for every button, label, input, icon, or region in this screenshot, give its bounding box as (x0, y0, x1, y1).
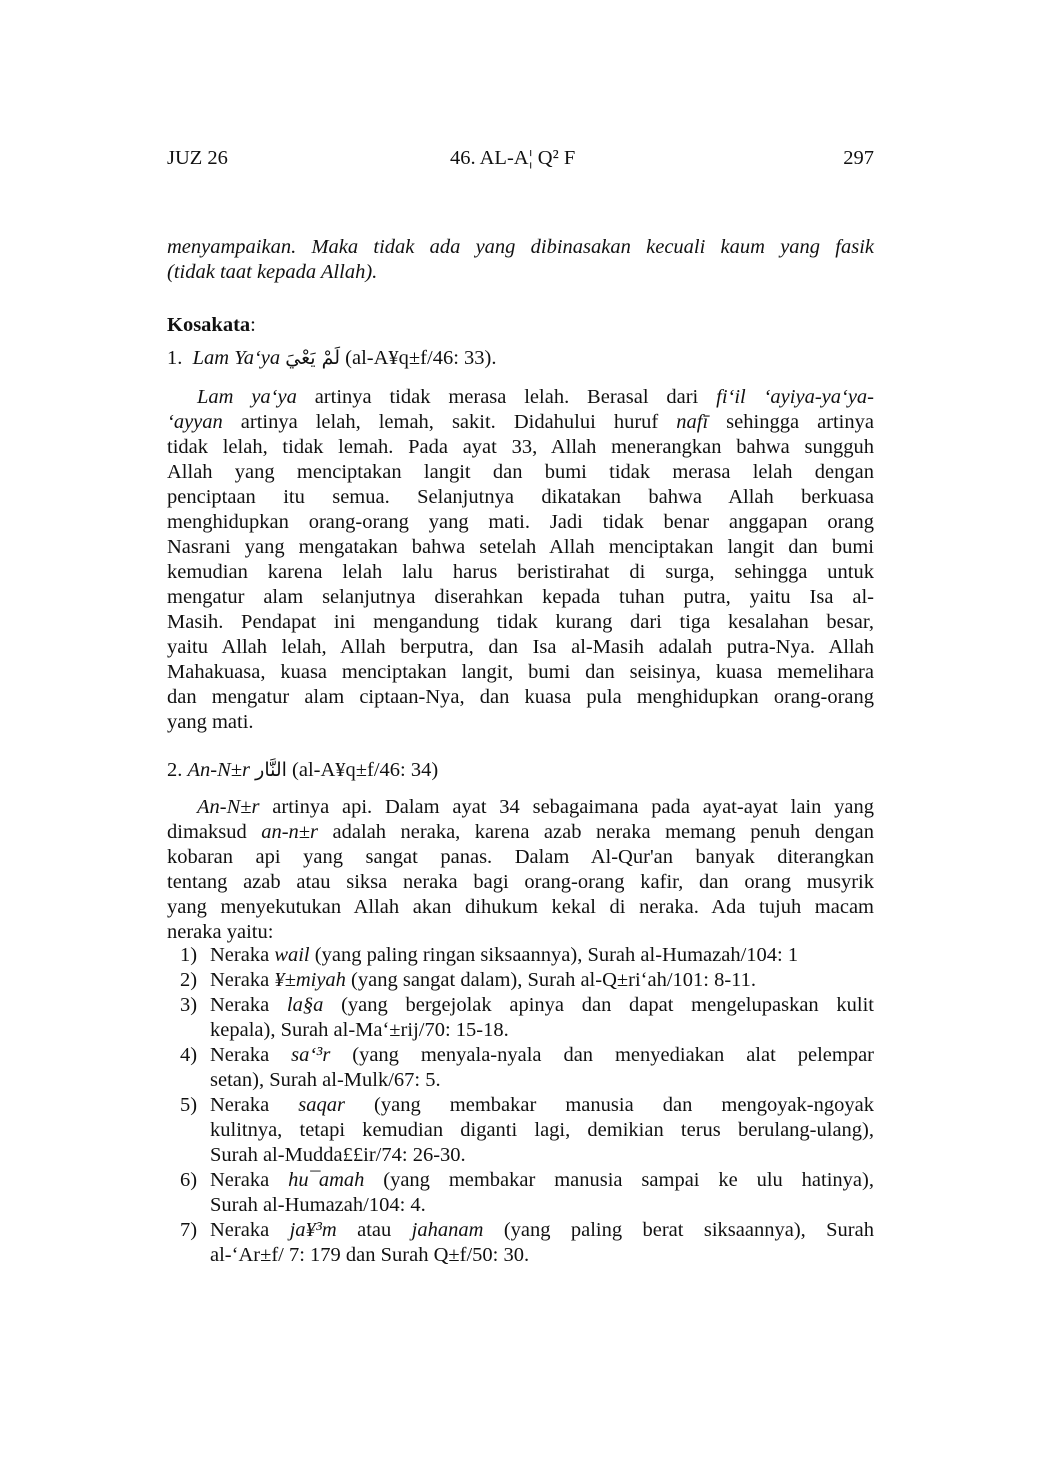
text-segment: (yang bergejolak apinya dan dapat mengelupaskan kulit (323, 994, 874, 1016)
entry-term: An-N±r (187, 759, 251, 781)
text-segment: (yang paling ringan siksaannya), Surah al-Humazah/104: 1 (309, 944, 799, 966)
text-line (167, 260, 874, 285)
list-item (167, 1168, 874, 1218)
italic-term: nafī (676, 411, 709, 433)
text-segment: mengatur alam selanjutnya diserahkan kepada tuhan putra, yaitu Isa al- (167, 586, 874, 608)
text-line (210, 968, 874, 993)
text-line (167, 560, 874, 585)
list-item (167, 993, 874, 1043)
italic-term: (tidak taat kepada Allah). (167, 261, 378, 283)
text-segment: Surah al-Humazah/104: 4. (210, 1194, 426, 1216)
text-segment: Masih. Pendapat ini mengandung tidak kurang dari tiga kesalahan besar, (167, 611, 874, 633)
text-line (167, 660, 874, 685)
text-line (210, 1068, 874, 1093)
text-line (167, 510, 874, 535)
text-segment: kemudian karena lelah lalu harus beristirahat di surga, sehingga untuk (167, 561, 874, 583)
text-segment: (yang paling berat siksaannya), Surah (483, 1219, 874, 1241)
list-number: 7) (180, 1219, 198, 1241)
text-segment: Neraka (210, 1094, 299, 1116)
text-segment: Neraka (210, 1219, 290, 1241)
text-line (167, 435, 874, 460)
italic-term: wail (274, 944, 310, 966)
page-number: 297 (843, 147, 874, 169)
list-number: 2) (180, 969, 198, 991)
text-segment: yang menyekutukan Allah akan dihukum kekal di neraka. Ada tujuh macam (167, 896, 874, 918)
section-colon: : (250, 314, 256, 336)
entry-1-heading (167, 346, 874, 371)
italic-term: saqar (298, 1094, 345, 1116)
italic-term: ‘ayyan (167, 411, 223, 433)
text-segment: Mahakuasa, kuasa menciptakan langit, bumi dan seisinya, kuasa memelihara (167, 661, 874, 683)
entry-arabic: النَّار (255, 759, 287, 781)
juz-label: JUZ 26 (167, 147, 228, 169)
running-header (167, 145, 874, 171)
text-line (167, 410, 874, 435)
text-line (167, 895, 874, 920)
text-line (210, 1018, 874, 1043)
entry-reference: (al-A¥q±f/46: 33). (345, 347, 497, 369)
text-segment: artinya api. Dalam ayat 34 sebagaimana pada ayat-ayat lain yang (259, 796, 874, 818)
text-segment: (yang menyala-nyala dan menyediakan alat pelempar (330, 1044, 874, 1066)
text-segment: setan), Surah al-Mulk/67: 5. (210, 1069, 441, 1091)
italic-term: an-n±r (261, 821, 319, 843)
text-segment: penciptaan itu semua. Selanjutnya dikatakan bahwa Allah berkuasa (167, 486, 874, 508)
text-line (167, 535, 874, 560)
text-line (210, 1193, 874, 1218)
text-line (167, 795, 874, 820)
intro-paragraph (167, 235, 874, 285)
text-line (167, 870, 874, 895)
text-segment: kobaran api yang sangat panas. Dalam Al-Qur'an banyak diterangkan (167, 846, 874, 868)
text-line (167, 710, 874, 735)
text-segment: neraka yaitu: (167, 921, 274, 943)
italic-term: hu¯amah (288, 1169, 365, 1191)
text-segment: (yang membakar manusia sampai ke ulu hatinya), (364, 1169, 874, 1191)
entry-reference: (al-A¥q±f/46: 34) (292, 759, 439, 781)
text-line (167, 235, 874, 260)
text-line (210, 1093, 874, 1118)
section-heading (167, 313, 874, 338)
text-line (210, 1118, 874, 1143)
list-number: 6) (180, 1169, 198, 1191)
list-item (167, 1218, 874, 1268)
text-segment: kepala), Surah al-Ma‘±rij/70: 15-18. (210, 1019, 509, 1041)
italic-term: Lam ya‘ya (197, 386, 297, 408)
text-line (167, 845, 874, 870)
list-item (167, 1093, 874, 1168)
italic-term: menyampaikan. Maka tidak ada yang dibinasakan kecuali kaum yang fasik (167, 236, 874, 258)
list-item (167, 943, 874, 968)
text-line (167, 685, 874, 710)
text-segment: Neraka (210, 1044, 292, 1066)
text-line (167, 485, 874, 510)
text-segment: dimaksud (167, 821, 262, 843)
text-segment: (yang membakar manusia dan mengoyak-ngoyak (344, 1094, 874, 1116)
chapter-title: 46. AL-A¦ Q² F (450, 147, 576, 169)
section-title: Kosakata (167, 314, 251, 336)
text-segment: Neraka (210, 994, 287, 1016)
text-line (167, 385, 874, 410)
text-segment: Allah yang menciptakan langit dan bumi tidak merasa lelah dengan (167, 461, 874, 483)
text-segment: adalah neraka, karena azab neraka memang penuh dengan (318, 821, 875, 843)
text-segment: kulitnya, tetapi kemudian diganti lagi, demikian terus berulang-ulang), (210, 1119, 874, 1141)
text-segment: tidak lelah, tidak lemah. Pada ayat 33, Allah menerangkan bahwa sungguh (167, 436, 874, 458)
text-segment: yaitu Allah lelah, Allah berputra, dan Isa al-Masih adalah putra-Nya. Allah (167, 636, 874, 658)
list-number: 3) (180, 994, 198, 1016)
text-line (210, 1168, 874, 1193)
text-line (210, 1243, 874, 1268)
entry-number: 1. (167, 347, 183, 369)
list-number: 4) (180, 1044, 198, 1066)
text-line (167, 820, 874, 845)
italic-term: ja¥³m (289, 1219, 337, 1241)
text-segment: Nasrani yang mengatakan bahwa setelah Allah menciptakan langit dan bumi (167, 536, 874, 558)
text-segment: yang mati. (167, 711, 254, 733)
entry-2-paragraph (167, 795, 874, 945)
text-segment: dan mengatur alam ciptaan-Nya, dan kuasa pula menghidupkan orang-orang (167, 686, 874, 708)
text-line (210, 1218, 874, 1243)
entry-arabic: لَمْ يَعْيَ (285, 347, 341, 369)
list-number: 1) (180, 944, 198, 966)
text-line (167, 460, 874, 485)
text-line (167, 610, 874, 635)
text-segment: menghidupkan orang-orang yang mati. Jadi tidak benar anggapan orang (167, 511, 874, 533)
entry-1-paragraph (167, 385, 874, 735)
text-line (210, 1143, 874, 1168)
italic-term: jahanam (411, 1219, 484, 1241)
text-segment: atau (336, 1219, 412, 1241)
text-line (167, 585, 874, 610)
italic-term: ¥±miyah (274, 969, 346, 991)
text-line (210, 943, 874, 968)
text-line (210, 1043, 874, 1068)
text-segment: artinya lelah, lemah, sakit. Didahului huruf (222, 411, 677, 433)
list-number: 5) (180, 1094, 198, 1116)
text-segment: tentang azab atau siksa neraka bagi orang-orang kafir, dan orang musyrik (167, 871, 874, 893)
text-segment: Neraka (210, 944, 275, 966)
text-line (167, 635, 874, 660)
italic-term: An-N±r (197, 796, 260, 818)
text-line (210, 993, 874, 1018)
text-segment: Surah al-Mudda££ir/74: 26-30. (210, 1144, 466, 1166)
text-line (167, 920, 874, 945)
text-segment: sehingga artinya (708, 411, 874, 433)
italic-term: sa‘³r (291, 1044, 331, 1066)
text-segment: artinya tidak merasa lelah. Berasal dari (296, 386, 717, 408)
text-segment: Neraka (210, 1169, 289, 1191)
entry-2-heading (167, 758, 874, 783)
text-segment: (yang sangat dalam), Surah al-Q±ri‘ah/101: 8-11. (345, 969, 757, 991)
list-item (167, 1043, 874, 1093)
list-item (167, 968, 874, 993)
entry-term: Lam Ya‘ya (192, 347, 281, 369)
entry-number: 2. (167, 759, 183, 781)
text-segment: Neraka (210, 969, 275, 991)
italic-term: fi‘il ‘ayiya-ya‘ya- (716, 386, 874, 408)
hell-list (167, 943, 874, 1268)
italic-term: la§a (286, 994, 324, 1016)
text-segment: al-‘Ar±f/ 7: 179 dan Surah Q±f/50: 30. (210, 1244, 530, 1266)
